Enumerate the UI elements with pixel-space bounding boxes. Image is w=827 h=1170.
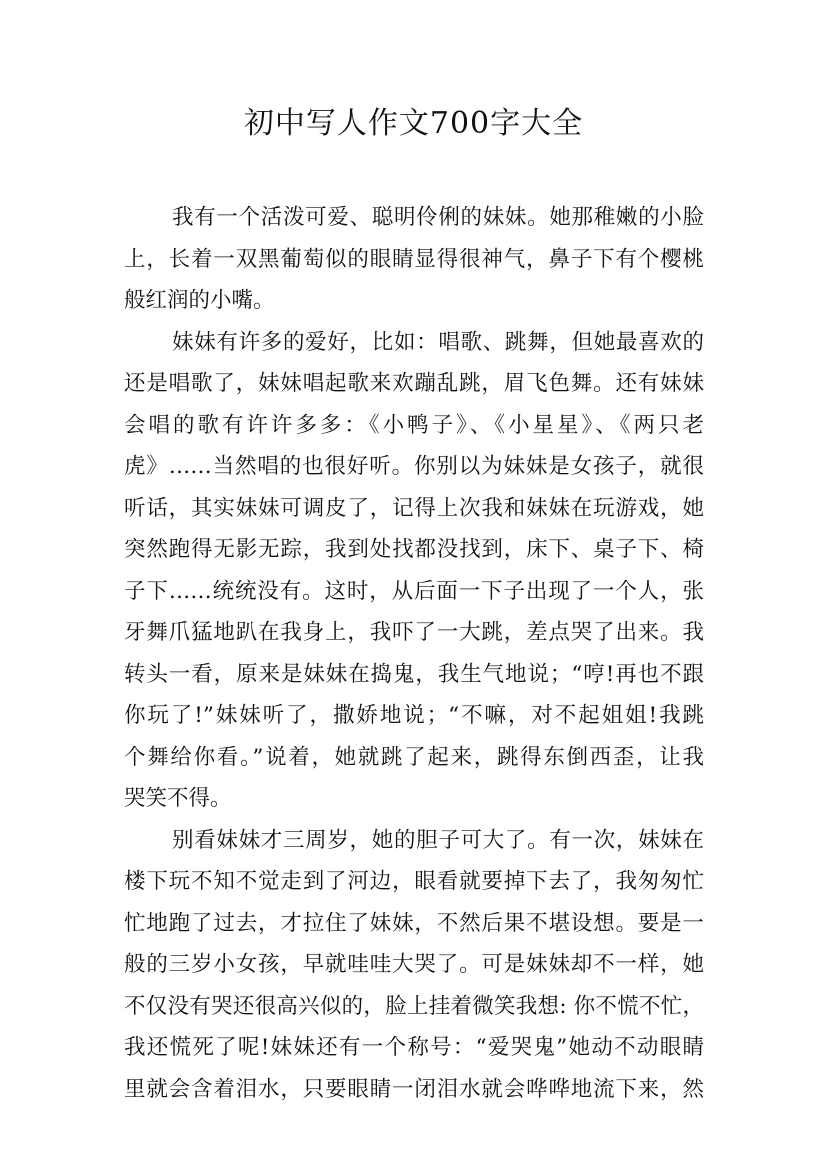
text-line: 里就会含着泪水，只要眼睛一闭泪水就会哗哗地流下来，然 (124, 1076, 704, 1102)
page-title: 初中写人作文700字大全 (243, 106, 584, 141)
text-line: 虎》……当然唱的也很好听。你别以为妹妹是女孩子，就很 (124, 454, 704, 479)
text-line: 妹妹有许多的爱好，比如：唱歌、跳舞，但她最喜欢的 (172, 329, 704, 355)
text-line: 牙舞爪猛地趴在我身上，我吓了一大跳，差点哭了出来。我 (124, 620, 704, 645)
text-line: 我还慌死了呢!妹妹还有一个称号：“爱哭鬼”她动不动眼睛 (124, 1035, 704, 1060)
text-line: 哭笑不得。 (124, 786, 232, 811)
text-line: 个舞给你看。”说着，她就跳了起来，跳得东倒西歪，让我 (124, 744, 704, 770)
text-line: 我有一个活泼可爱、聪明伶俐的妹妹。她那稚嫩的小脸 (172, 205, 704, 230)
text-line: 会唱的歌有许许多多：《小鸭子》、《小星星》、《两只老 (124, 412, 704, 438)
text-line: 别看妹妹才三周岁，她的胆子可大了。有一次，妹妹在 (172, 827, 704, 853)
text-line: 突然跑得无影无踪，我到处找都没找到，床下、桌子下、椅 (124, 537, 704, 562)
text-line: 你玩了!”妹妹听了，撒娇地说；“不嘛，对不起姐姐!我跳 (124, 703, 704, 728)
text-line: 般红润的小嘴。 (124, 288, 275, 313)
text-line: 忙地跑了过去，才拉住了妹妹，不然后果不堪设想。要是一 (124, 910, 704, 936)
text-line: 不仅没有哭还很高兴似的，脸上挂着微笑我想: 你不慌不忙， (124, 993, 704, 1019)
text-line: 转头一看，原来是妹妹在捣鬼，我生气地说；“哼!再也不跟 (124, 661, 704, 687)
text-line: 上，长着一双黑葡萄似的眼睛显得很神气，鼻子下有个樱桃 (124, 246, 704, 272)
text-line: 楼下玩不知不觉走到了河边，眼看就要掉下去了，我匆匆忙 (124, 869, 704, 894)
text-line: 般的三岁小女孩，早就哇哇大哭了。可是妹妹却不一样，她 (124, 952, 704, 977)
text-line: 还是唱歌了，妹妹唱起歌来欢蹦乱跳，眉飞色舞。还有妹妹 (124, 371, 704, 396)
text-line: 听话，其实妹妹可调皮了，记得上次我和妹妹在玩游戏，她 (124, 495, 704, 521)
article-body (124, 197, 704, 1110)
text-line: 子下……统统没有。这时，从后面一下子出现了一个人，张 (124, 578, 704, 604)
